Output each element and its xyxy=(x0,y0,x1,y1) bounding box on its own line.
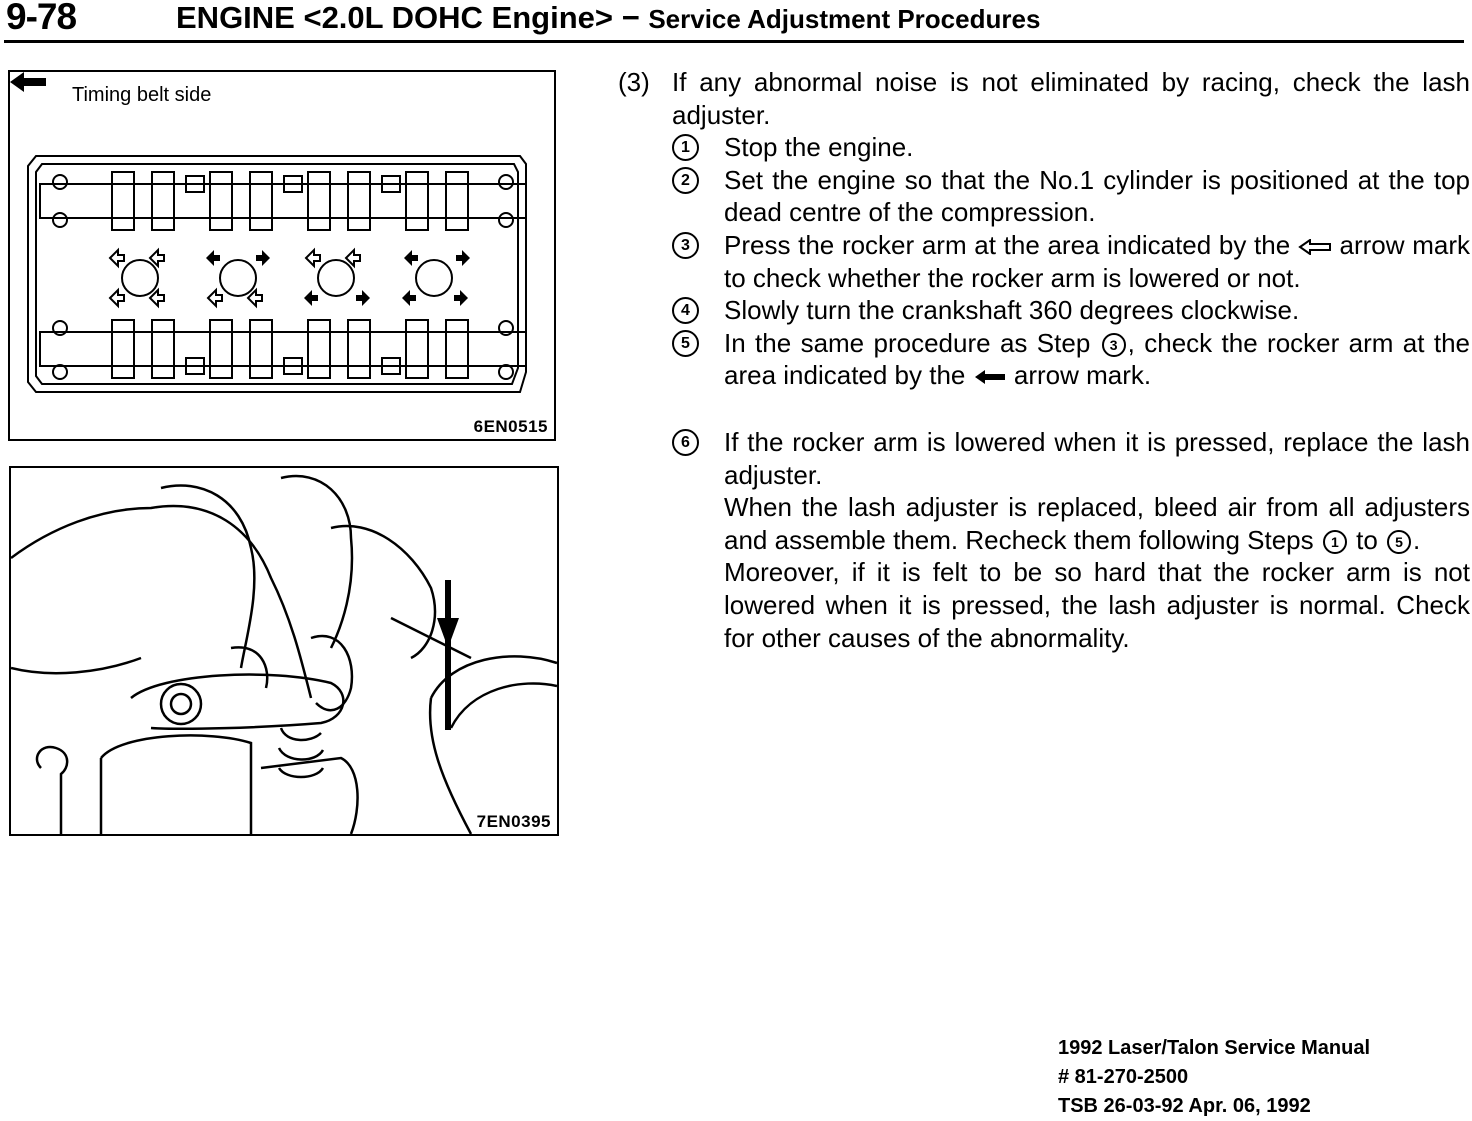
step-marker-1: 1 xyxy=(672,134,699,161)
step-marker-6: 6 xyxy=(672,429,699,456)
step-marker-5: 5 xyxy=(672,330,699,357)
substep-4 xyxy=(672,294,1470,327)
footer-part-number: # 81-270-2500 xyxy=(1058,1066,1189,1088)
section-title xyxy=(176,0,1040,36)
substep-text: Stop the engine. xyxy=(724,132,914,163)
footer-manual-title: 1992 Laser/Talon Service Manual xyxy=(1058,1037,1371,1059)
step-ref-3: 3 xyxy=(1102,333,1126,357)
header-rule xyxy=(4,40,1464,43)
step-ref-1: 1 xyxy=(1323,530,1347,554)
substep-text: Slowly turn the crankshaft 360 degrees clockwise. xyxy=(724,295,1300,326)
page-header xyxy=(6,0,1466,44)
figure-code: 7EN0395 xyxy=(476,812,551,831)
substep-5 xyxy=(672,327,1470,392)
section-subtitle: Service Adjustment Procedures xyxy=(648,4,1041,34)
substep-text: Set the engine so that the No.1 cylinder is positioned at the top dead centre of the compression. xyxy=(724,164,1470,228)
substep-text: Press the rocker arm at the area indicated by the arrow mark to check whether the rocker arm is lowered or not. xyxy=(724,229,1470,293)
camshaft-drawing xyxy=(10,72,554,439)
camshaft-diagram-figure xyxy=(8,70,556,441)
step-marker-3: 3 xyxy=(672,232,699,259)
step-3 xyxy=(618,66,1470,131)
step-marker-4: 4 xyxy=(672,297,699,324)
rocker-arm-drawing xyxy=(11,468,557,834)
filled-left-arrow-icon xyxy=(973,369,1007,385)
step-3-text: If any abnormal noise is not eliminated by racing, check the lash adjuster. xyxy=(672,67,1470,130)
page-number: 9-78 xyxy=(6,0,77,37)
timing-belt-side-label: Timing belt side xyxy=(72,84,212,106)
figure-code: 6EN0515 xyxy=(473,417,548,436)
substep-text: In the same procedure as Step 3 , check the rocker arm at the area indicated by the arrow mark. xyxy=(724,327,1471,391)
rocker-arm-press-figure xyxy=(9,466,559,836)
substep-6 xyxy=(672,426,1470,654)
step-marker-2: 2 xyxy=(672,167,699,194)
procedure-text xyxy=(618,66,1470,654)
section-title-main: ENGINE <2.0L DOHC Engine> − xyxy=(176,0,640,35)
step-number: (3) xyxy=(618,67,650,97)
substep-3 xyxy=(672,229,1470,294)
substep-1 xyxy=(672,131,1470,164)
substep-2 xyxy=(672,164,1470,229)
manual-footer xyxy=(1058,1034,1370,1121)
step-ref-5: 5 xyxy=(1387,530,1411,554)
substep-text: If the rocker arm is lowered when it is pressed, replace the lash adjuster. When the lash adjuster is replaced, bleed air from all adjusters and assemble them. Recheck them following Steps 1 to 5 . Moreover, if it is felt to be so hard that the rocker arm is not lowered when it is pressed, the lash adjuster is normal. Check for other causes of the abnormality. xyxy=(724,426,1470,653)
open-left-arrow-icon xyxy=(1298,239,1332,255)
footer-tsb: TSB 26-03-92 Apr. 06, 1992 xyxy=(1058,1095,1311,1117)
